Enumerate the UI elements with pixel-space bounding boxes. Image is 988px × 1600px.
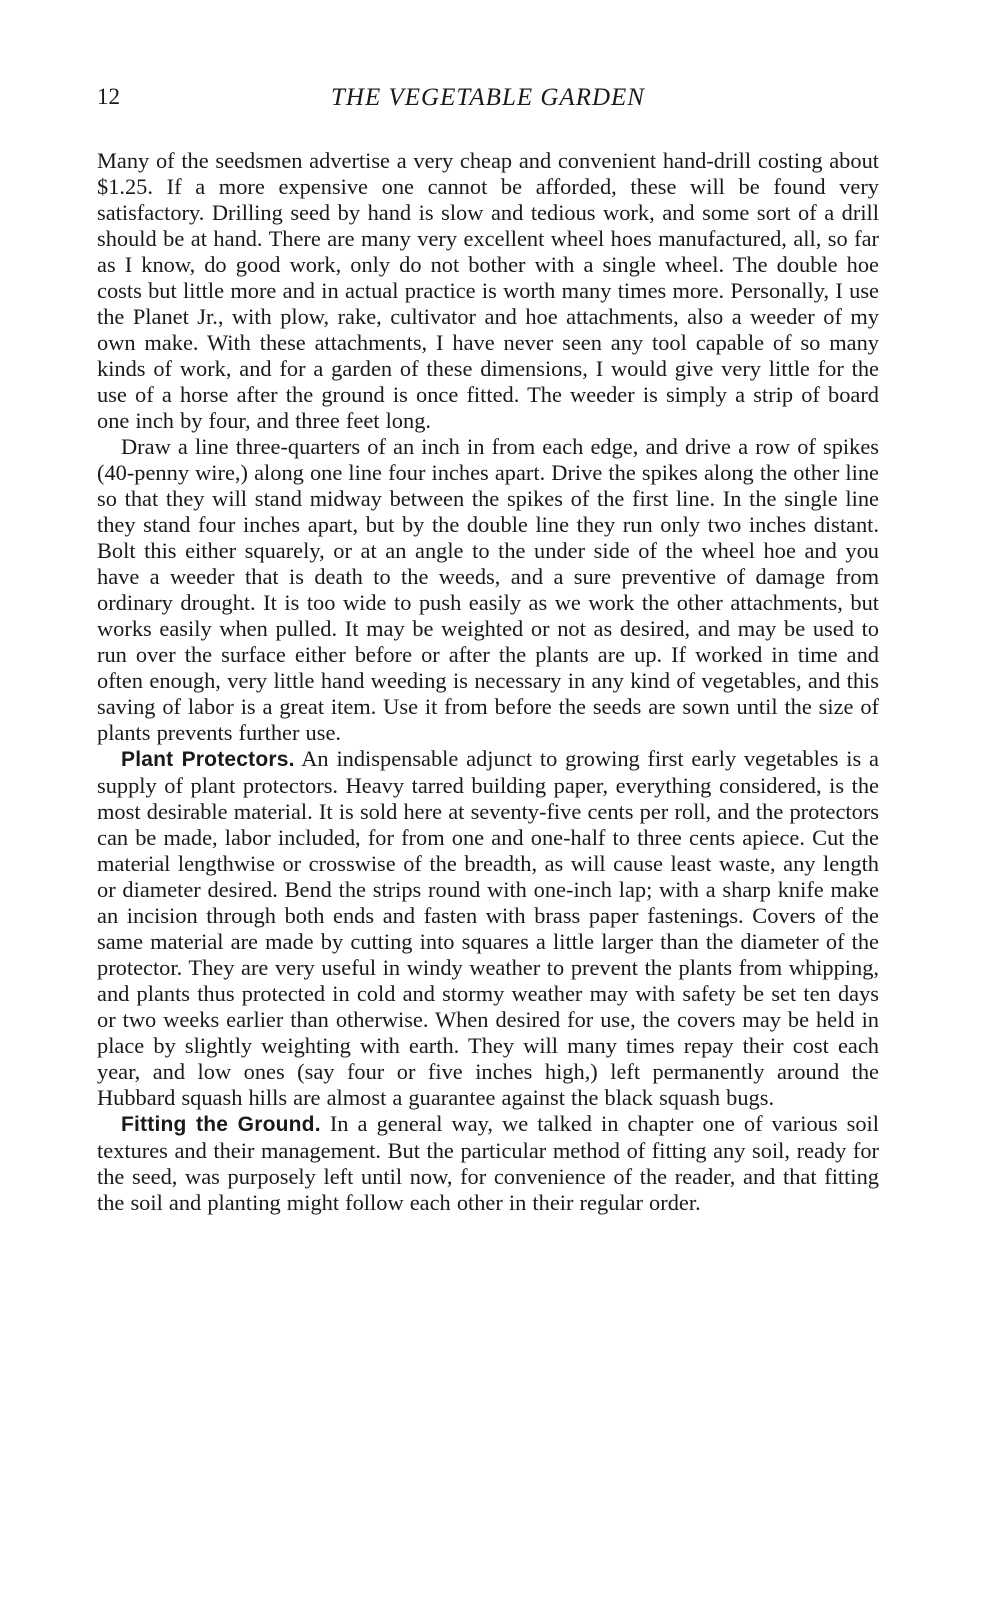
paragraph-plant-protectors xyxy=(97,746,879,1111)
paragraph-fitting-ground xyxy=(97,1111,879,1216)
book-page xyxy=(97,84,879,1216)
running-title: THE VEGETABLE GARDEN xyxy=(331,84,645,111)
paragraph-plant-protectors-text: An indispensable adjunct to growing first early vegetables is a supply of plant protectors. Heavy tarred building paper, everything considered, is the most desirable material. It is sold here at seventy-five cents per roll, and the protectors can be made, labor included, for from one and one-half to three cents apiece. Cut the material lengthwise or crosswise of the breadth, as will cause least waste, any length or diameter desired. Bend the strips round with one-inch lap; with a sharp knife make an incision through both ends and fasten with brass paper fastenings. Covers of the same material are made by cutting into squares a little larger than the diameter of the protector. They are very useful in windy weather to prevent the plants from whipping, and plants thus protected in cold and stormy weather may with safety be set ten days or two weeks earlier than otherwise. When desired for use, the covers may be held in place by slightly weighting with earth. They will many times repay their cost each year, and low ones (say four or five inches high,) left permanently around the Hubbard squash hills are almost a guarantee against the black squash bugs. xyxy=(97,746,879,1110)
paragraph-fitting-ground-text: In a general way, we talked in chapter one of various soil textures and their management. But the particular method of fitting any soil, ready for the seed, was purposely left until now, for convenience of the reader, and that fitting the soil and planting might follow each other in their regular order. xyxy=(97,1111,879,1215)
page-number: 12 xyxy=(97,84,120,109)
running-head xyxy=(97,84,879,114)
paragraph-hand-drill: Many of the seedsmen advertise a very cheap and convenient hand-drill costing about $1.25. If a more expensive one cannot be afforded, these will be found very satisfactory. Drilling seed by hand is slow and tedious work, and some sort of a drill should be at hand. There are many very excellent wheel hoes manufactured, all, so far as I know, do good work, only do not bother with a single wheel. The double hoe costs but little more and in actual practice is worth many times more. Personally, I use the Planet Jr., with plow, rake, cultivator and hoe attachments, also a weeder of my own make. With these attachments, I have never seen any tool capable of so many kinds of work, and for a garden of these dimensions, I would give very little for the use of a horse after the ground is once fitted. The weeder is simply a strip of board one inch by four, and three feet long. xyxy=(97,148,879,433)
paragraph-weeder: Draw a line three-quarters of an inch in from each edge, and drive a row of spikes (40-penny wire,) along one line four inches apart. Drive the spikes along the other line so that they will stand midway between the spikes of the first line. In the single line they stand four inches apart, but by the double line they run only two inches distant. Bolt this either squarely, or at an angle to the under side of the wheel hoe and you have a weeder that is death to the weeds, and a sure preventive of damage from ordinary drought. It is too wide to push easily as we work the other attachments, but works easily when pulled. It may be weighted or not as desired, and may be used to run over the surface either before or after the plants are up. If worked in time and often enough, very little hand weeding is necessary in any kind of vegetables, and this saving of labor is a great item. Use it from before the seeds are sown until the size of plants prevents further use. xyxy=(97,434,879,745)
section-heading-plant-protectors: Plant Protectors. xyxy=(121,748,295,771)
section-heading-fitting-ground: Fitting the Ground. xyxy=(121,1113,321,1136)
